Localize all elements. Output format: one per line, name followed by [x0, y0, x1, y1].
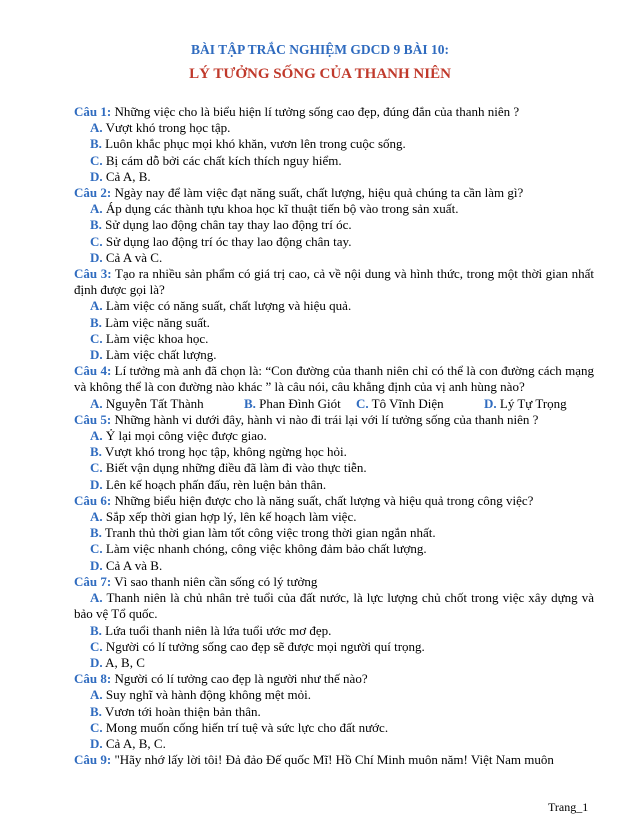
option-b [74, 315, 594, 331]
page-number: Trang_1 [548, 800, 589, 814]
option-letter: B. [90, 314, 102, 330]
option-text: Lý Tự Trọng [496, 395, 567, 411]
option-text: Suy nghĩ và hành động không mệt mỏi. [102, 687, 311, 703]
option-text: Biết vận dụng những điều đã làm đi vào thực tiễn. [102, 460, 367, 476]
option-text: Nguyễn Tất Thành [102, 395, 204, 411]
question-label: Câu 5: [74, 411, 112, 427]
question-5 [74, 412, 594, 428]
option-letter: C. [90, 330, 103, 346]
option-letter: C. [90, 233, 103, 249]
question-label: Câu 4: [74, 363, 112, 379]
option-text: Áp dụng các thành tựu khoa học kĩ thuật tiến bộ vào trong sản xuất. [102, 201, 459, 217]
option-d [74, 250, 594, 266]
option-a [74, 201, 594, 217]
option-letter: A. [90, 687, 103, 703]
option-c [74, 720, 594, 736]
option-text: Tranh thủ thời gian làm tốt công việc trong thời gian ngắn nhất. [101, 525, 436, 541]
question-text: Tạo ra nhiều sản phẩm có giá trị cao, cả về nội dung và hình thức, trong một thời gian nhất định được gọi là? [74, 266, 595, 298]
option-text: Làm việc khoa học. [102, 330, 209, 346]
option-text: Làm việc năng suất. [101, 314, 210, 330]
option-a [74, 509, 594, 525]
question-7 [74, 574, 594, 590]
question-text: Lí tưởng mà anh đã chọn là: “Con đường của thanh niên chỉ có thể là con đường cách mạng và không thể là con đường nào khác ” là câu nói, câu khẳng định của vị anh hùng nào? [74, 363, 594, 395]
option-b [74, 136, 594, 152]
option-a [74, 590, 594, 622]
option-d [74, 477, 594, 493]
option-text: Làm việc có năng suất, chất lượng và hiệu quả. [102, 298, 352, 314]
option-a [74, 120, 594, 136]
option-letter: D. [90, 168, 103, 184]
option-text: Vượt khó trong học tập, không ngừng học hỏi. [101, 444, 347, 460]
option-letter: C. [90, 719, 103, 735]
question-text: Vì sao thanh niên cần sống có lý tưởng [111, 573, 318, 589]
option-letter: B. [90, 217, 102, 233]
option-text: Thanh niên là chủ nhân trẻ tuổi của đất nước, là lực lượng chủ chốt trong việc xây dựng và bảo vệ Tổ quốc. [74, 590, 594, 622]
question-label: Câu 2: [74, 185, 112, 201]
option-text: Mong muốn cống hiến trí tuệ và sức lực cho đất nước. [102, 719, 389, 735]
question-3 [74, 266, 594, 298]
option-b [244, 396, 356, 412]
question-label: Câu 6: [74, 492, 112, 508]
option-letter: D. [90, 557, 103, 573]
question-text: Những biểu hiện được cho là năng suất, chất lượng và hiệu quả trong công việc? [111, 492, 534, 508]
option-letter: D. [90, 347, 103, 363]
option-d [74, 736, 594, 752]
option-letter: A. [90, 120, 103, 136]
option-letter: D. [90, 476, 103, 492]
question-8 [74, 671, 594, 687]
question-label: Câu 9: [74, 752, 112, 768]
option-letter: B. [90, 525, 102, 541]
option-text: Cả A, B. [102, 168, 151, 184]
option-letter: C. [90, 460, 103, 476]
option-text: Sử dụng lao động trí óc thay lao động chân tay. [102, 233, 352, 249]
option-text: Lứa tuổi thanh niên là lứa tuổi ước mơ đẹp. [101, 622, 332, 638]
option-text: Người có lí tưởng sống cao đẹp sẽ được mọi người quí trọng. [102, 638, 425, 654]
option-text: Vượt khó trong học tập. [102, 120, 231, 136]
option-b [74, 525, 594, 541]
question-text: Những việc cho là biểu hiện lí tưởng sống cao đẹp, đúng đắn của thanh niên ? [111, 104, 520, 119]
question-label: Câu 8: [74, 671, 112, 687]
option-text: Cả A và B. [102, 557, 163, 573]
option-d [74, 169, 594, 185]
option-text: Làm việc nhanh chóng, công việc không đảm bảo chất lượng. [102, 541, 427, 557]
option-letter: A. [90, 201, 103, 217]
option-c [74, 460, 594, 476]
question-list [74, 104, 594, 768]
question-9 [74, 752, 594, 768]
option-a [74, 298, 594, 314]
option-text: Bị cám dỗ bởi các chất kích thích nguy hiểm. [102, 152, 342, 168]
option-b [74, 704, 594, 720]
document-title: BÀI TẬP TRẮC NGHIỆM GDCD 9 BÀI 10: [191, 42, 449, 57]
option-c [74, 331, 594, 347]
question-4 [74, 363, 594, 395]
option-text: Làm việc chất lượng. [102, 347, 217, 363]
option-letter: A. [90, 395, 103, 411]
option-a [74, 428, 594, 444]
option-text: Luôn khắc phục mọi khó khăn, vươn lên trong cuộc sống. [101, 136, 406, 152]
question-1 [74, 104, 594, 120]
question-text: Những hành vi dưới đây, hành vi nào đi trái lại với lí tưởng sống của thanh niên ? [111, 411, 539, 427]
option-c [74, 153, 594, 169]
option-letter: D. [90, 249, 103, 265]
option-text: Tô Vĩnh Diện [368, 395, 444, 411]
option-letter: C. [90, 638, 103, 654]
question-label: Câu 3: [74, 266, 112, 282]
option-letter: A. [90, 509, 103, 525]
option-text: Sử dụng lao động chân tay thay lao động trí óc. [101, 217, 352, 233]
option-text: Lên kế hoạch phấn đấu, rèn luện bản thân. [102, 476, 327, 492]
option-text: Phan Đình Giót [255, 395, 341, 411]
option-text: Ỷ lại mọi công việc được giao. [102, 428, 267, 444]
option-letter: B. [90, 622, 102, 638]
option-letter: D. [484, 395, 497, 411]
option-d [74, 655, 594, 671]
option-letter: C. [90, 152, 103, 168]
option-a [90, 396, 244, 412]
option-letter: B. [90, 703, 102, 719]
option-letter: B. [244, 395, 256, 411]
option-b [74, 623, 594, 639]
option-text: Cả A và C. [102, 249, 163, 265]
question-text: Người có lí tưởng cao đẹp là người như thế nào? [111, 671, 368, 687]
question-label: Câu 1: [74, 104, 112, 119]
option-c [74, 234, 594, 250]
option-b [74, 444, 594, 460]
question-text: Ngày nay để làm việc đạt năng suất, chất lượng, hiệu quả chúng ta cần làm gì? [111, 185, 524, 201]
option-a [74, 687, 594, 703]
option-b [74, 217, 594, 233]
option-text: Cả A, B, C. [102, 735, 166, 751]
option-letter: A. [90, 590, 103, 606]
question-label: Câu 7: [74, 573, 112, 589]
question-2 [74, 185, 594, 201]
option-d [74, 347, 594, 363]
document-subtitle: LÝ TƯỞNG SỐNG CỦA THANH NIÊN [189, 66, 451, 82]
option-letter: D. [90, 735, 103, 751]
question-text: "Hãy nhớ lấy lời tôi! Đả đảo Đế quốc Mĩ! Hồ Chí Minh muôn năm! Việt Nam muôn [111, 752, 554, 768]
question-6 [74, 493, 594, 509]
option-letter: B. [90, 444, 102, 460]
option-letter: A. [90, 298, 103, 314]
option-letter: C. [90, 541, 103, 557]
option-d [484, 396, 567, 412]
option-letter: D. [90, 654, 103, 670]
option-text: Vươn tới hoàn thiện bản thân. [101, 703, 261, 719]
option-c [356, 396, 484, 412]
option-c [74, 541, 594, 557]
option-letter: C. [356, 395, 369, 411]
option-text: Sắp xếp thời gian hợp lý, lên kế hoạch làm việc. [102, 509, 357, 525]
option-letter: A. [90, 428, 103, 444]
options-row [74, 396, 594, 412]
option-c [74, 639, 594, 655]
option-d [74, 558, 594, 574]
option-text: A, B, C [102, 654, 145, 670]
option-letter: B. [90, 136, 102, 152]
